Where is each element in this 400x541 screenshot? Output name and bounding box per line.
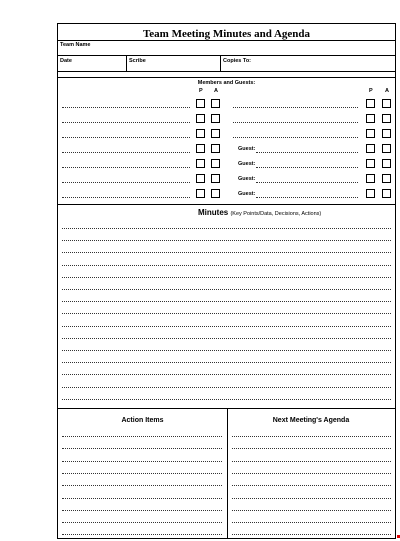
present-checkbox[interactable]: [366, 99, 375, 108]
minutes-line[interactable]: [62, 338, 391, 339]
member-line[interactable]: [233, 107, 358, 108]
agenda-line[interactable]: [232, 473, 391, 474]
absent-checkbox[interactable]: [382, 99, 391, 108]
agenda-line[interactable]: [232, 498, 391, 499]
absent-checkbox[interactable]: [211, 189, 220, 198]
member-line[interactable]: [233, 137, 358, 138]
minutes-title-text: Minutes: [198, 208, 229, 217]
date-label: Date: [60, 58, 72, 64]
absent-checkbox[interactable]: [211, 174, 220, 183]
member-line[interactable]: [62, 107, 190, 108]
present-checkbox[interactable]: [196, 99, 205, 108]
member-line[interactable]: [62, 167, 190, 168]
guest-line[interactable]: [256, 182, 358, 183]
minutes-line[interactable]: [62, 387, 391, 388]
absent-column-header: A: [385, 88, 389, 94]
agenda-line[interactable]: [232, 485, 391, 486]
divider: [58, 55, 395, 56]
absent-checkbox[interactable]: [211, 144, 220, 153]
present-checkbox[interactable]: [196, 114, 205, 123]
scribe-label: Scribe: [129, 58, 146, 64]
absent-checkbox[interactable]: [382, 174, 391, 183]
absent-checkbox[interactable]: [211, 159, 220, 168]
divider: [126, 55, 127, 71]
member-line[interactable]: [233, 122, 358, 123]
guest-line[interactable]: [256, 197, 358, 198]
present-checkbox[interactable]: [366, 174, 375, 183]
agenda-line[interactable]: [232, 461, 391, 462]
present-checkbox[interactable]: [196, 129, 205, 138]
divider: [58, 77, 395, 78]
form-title: Team Meeting Minutes and Agenda: [142, 28, 311, 40]
action-item-line[interactable]: [62, 498, 222, 499]
present-checkbox[interactable]: [366, 189, 375, 198]
action-items-title: Action Items: [121, 417, 164, 424]
minutes-line[interactable]: [62, 277, 391, 278]
absent-checkbox[interactable]: [382, 189, 391, 198]
meeting-minutes-form: [57, 23, 396, 539]
member-line[interactable]: [62, 137, 190, 138]
present-checkbox[interactable]: [196, 174, 205, 183]
action-item-line[interactable]: [62, 534, 222, 535]
absent-checkbox[interactable]: [382, 159, 391, 168]
minutes-line[interactable]: [62, 265, 391, 266]
present-column-header: P: [199, 88, 203, 94]
action-item-line[interactable]: [62, 522, 222, 523]
member-line[interactable]: [62, 152, 190, 153]
action-item-line[interactable]: [62, 436, 222, 437]
absent-checkbox[interactable]: [382, 129, 391, 138]
agenda-line[interactable]: [232, 522, 391, 523]
agenda-line[interactable]: [232, 436, 391, 437]
absent-checkbox[interactable]: [211, 99, 220, 108]
divider: [58, 204, 395, 205]
absent-checkbox[interactable]: [382, 144, 391, 153]
divider: [227, 408, 228, 539]
divider: [220, 55, 221, 71]
guest-label: Guest:: [238, 176, 256, 182]
divider: [58, 71, 395, 72]
minutes-subtitle: (Key Points/Data, Decisions, Actions): [230, 211, 322, 217]
minutes-line[interactable]: [62, 240, 391, 241]
action-item-line[interactable]: [62, 485, 222, 486]
agenda-line[interactable]: [232, 534, 391, 535]
member-line[interactable]: [62, 197, 190, 198]
guest-label: Guest:: [238, 161, 256, 167]
minutes-line[interactable]: [62, 289, 391, 290]
present-checkbox[interactable]: [196, 159, 205, 168]
present-checkbox[interactable]: [366, 129, 375, 138]
absent-column-header: A: [214, 88, 218, 94]
present-column-header: P: [369, 88, 373, 94]
present-checkbox[interactable]: [366, 114, 375, 123]
guest-label: Guest:: [238, 191, 256, 197]
minutes-line[interactable]: [62, 252, 391, 253]
present-checkbox[interactable]: [196, 144, 205, 153]
action-item-line[interactable]: [62, 461, 222, 462]
minutes-line[interactable]: [62, 399, 391, 400]
agenda-line[interactable]: [232, 510, 391, 511]
present-checkbox[interactable]: [196, 189, 205, 198]
guest-line[interactable]: [256, 152, 358, 153]
present-checkbox[interactable]: [366, 144, 375, 153]
action-item-line[interactable]: [62, 448, 222, 449]
next-agenda-title: Next Meeting's Agenda: [272, 417, 350, 424]
action-item-line[interactable]: [62, 510, 222, 511]
members-header: Members and Guests:: [197, 80, 256, 86]
guest-label: Guest:: [238, 146, 256, 152]
minutes-line[interactable]: [62, 301, 391, 302]
divider: [58, 40, 395, 41]
team-name-label: Team Name: [60, 42, 91, 48]
absent-checkbox[interactable]: [382, 114, 391, 123]
minutes-line[interactable]: [62, 313, 391, 314]
agenda-line[interactable]: [232, 448, 391, 449]
copies-to-label: Copies To:: [223, 58, 252, 64]
minutes-title: [198, 208, 321, 217]
minutes-line[interactable]: [62, 350, 391, 351]
member-line[interactable]: [62, 182, 190, 183]
member-line[interactable]: [62, 122, 190, 123]
present-checkbox[interactable]: [366, 159, 375, 168]
minutes-line[interactable]: [62, 374, 391, 375]
guest-line[interactable]: [256, 167, 358, 168]
absent-checkbox[interactable]: [211, 129, 220, 138]
action-item-line[interactable]: [62, 473, 222, 474]
absent-checkbox[interactable]: [211, 114, 220, 123]
minutes-line[interactable]: [62, 362, 391, 363]
minutes-line[interactable]: [62, 326, 391, 327]
minutes-line[interactable]: [62, 228, 391, 229]
